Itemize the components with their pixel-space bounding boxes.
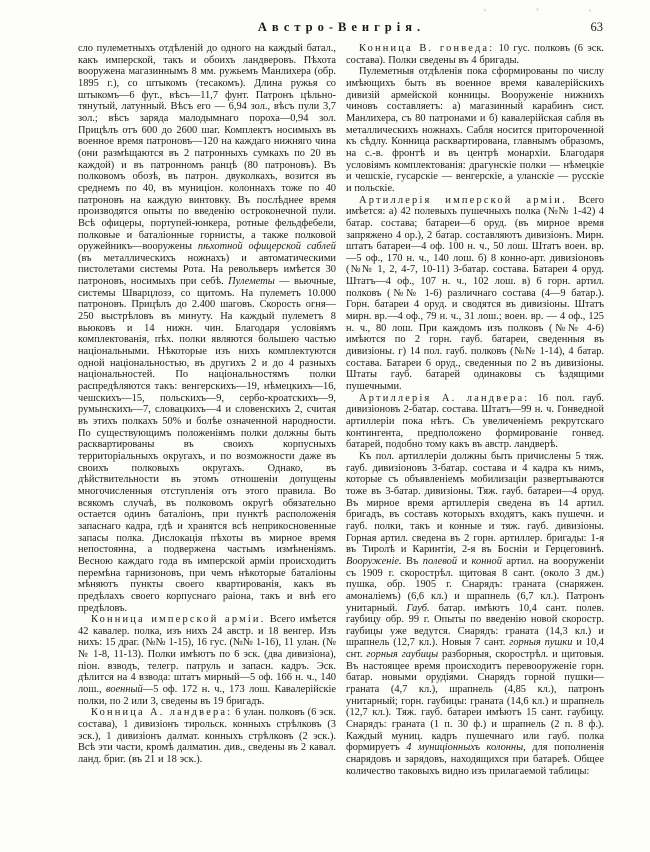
paragraph <box>346 66 604 194</box>
page-number: 63 <box>590 20 603 34</box>
body-text: Къ пол. артиллеріи должны быть причислены 5 тяж. гауб. дивизіоновъ 3-батар. состава и 4 кадра къ нимъ, которые съ объявленіемъ мобилизаціи развертываются тоже въ 3-батар. дивизіоны. Тяж. гауб. батареи—4 оруд. Въ мирное время артиллерія сведена въ 14 артил. бригадъ, въ составъ которыхъ входятъ, какъ пушечн. и гауб. полки, такъ и конные и тяж. гауб. дивизіоны. Горная артил. сведена въ 2 горн. артиллер. бригады: 1-я въ Тиролѣ и Каринтіи, 2-я въ Босніи и Герцеговинѣ. <box>346 450 604 556</box>
italic-term: полевой <box>422 555 458 567</box>
italic-term: Вооруженіе. <box>346 555 402 567</box>
paragraph <box>346 393 604 451</box>
run-in-heading: Конница В. гонведа: <box>359 43 495 54</box>
run-in-heading: Конница А. ландвера: <box>91 707 233 719</box>
body-text: и 10,4 снт. <box>346 637 604 661</box>
body-text: разборныя, скорострѣл. и щитовыя. Въ настоящее время происходитъ перевооруженіе горн. батар. новыми орудіями. Снарядъ горной пушки—граната (4,7 кл.), шрапнель (4,85 кл.), патронъ унитарный; горн. гаубицы: граната (14,6 кл.) и шрапнель (12,7 кл.). Тяж. гауб. батареи имѣютъ 15 сант. гаубицу. Снарядъ: граната (1 п. 30 ф.) и шрапнель (2 п. 8 ф.). Каждый муниц. кадръ пушечнаго или гауб. полка формируетъ <box>346 649 604 754</box>
italic-term: военный <box>106 684 143 696</box>
run-in-heading: Артиллерія имперской арміи. <box>359 194 567 206</box>
run-in-heading: Артиллерія А. ландвера: <box>359 392 530 404</box>
body-text: 16 пол. гауб. дивизіоновъ 2-батар. состава. Штатъ—99 н. ч. Гонведной артиллеріи пока нѣтъ. Съ увеличеніемъ рекрутскаго контингента, предположено формированіе гонвед. батарей, подобно тому какъ въ австр. ландверѣ. <box>346 392 604 451</box>
italic-term: 4 муниціонныхъ колонны <box>406 742 524 754</box>
body-text: батар. имѣютъ 10,4 сант. полев. гаубицу обр. 99 г. Опыты по введенію новой скоростр. гаубицы уже ведутся. Снарядъ: граната (14,3 кл.) и шрапнель (12,7 кл.). Новыя 7 сант. <box>346 602 604 649</box>
italic-term: горныя пушки <box>509 637 573 649</box>
running-header <box>78 20 605 36</box>
italic-term: пѣхотной офицерской саблей <box>197 241 336 253</box>
body-text: —5 оф. 172 н. ч., 173 лош. Кавалерійскіе полки, по 2 или 3, сведены въ 19 бригадъ. <box>78 684 336 707</box>
paragraph <box>78 43 336 614</box>
paragraph <box>78 614 336 707</box>
body-text: Пулеметныя отдѣленія пока сформированы по числу имѣющихъ быть въ военное время кавалерійскихъ дивизій армейской конницы. Вооруженіе нижнихъ чиновъ составляетъ: а) магазинный карабинъ сист. Манлихера, съ 80 патронами и б) кавалерійская сабля въ металлическихъ ножнахъ. Сабля носится притороченной къ сѣдлу. Конница расквартирована, главнымъ образомъ, на с.-в. фронтѣ и въ центрѣ монархіи. Благодаря условіямъ комплектованія: драгунскіе полки — нѣмецкіе и чешскіе, гусарскіе — венгерскіе, а уланскіе — русскіе и польскіе. <box>346 66 604 194</box>
body-text: Всего имѣется 42 кавалер. полка, изъ нихъ 24 австр. и 18 венгер. Изъ нихъ: 15 драг. (№№ 1-15), 16 гус. (№№ 1-16), 11 улан. (№№ 1-8, 11-13). Полки имѣютъ по 6 эск. (два дивизіона), піон. взводъ, телегр. патруль и запасн. кадръ. Эск. дѣлится на 4 взвода: штатъ мирный—5 оф. 166 н. ч., 140 лош., <box>78 614 336 696</box>
right-column <box>346 43 604 777</box>
article-title: Австро-Венгрія. <box>257 20 426 34</box>
body-text: Всего имѣется: а) 42 полевыхъ пушечныхъ полка (№№ 1-42) 4 батар. состава; батареи—6 оруд. (въ мирное время запряжено 4 ор.), 2 батар. составляютъ дивизіонъ. Мирн. штатъ батареи—4 оф. 100 н. ч., 50 лош. Штатъ воен. вр.—5 оф., 170 н. ч., 140 лош. б) 8 конно-арт. дивизіоновъ (№№ 1, 2, 4-7, 10-11) 3-батар. состава. Батареи 4 оруд. Штатъ—4 оф., 107 н. ч., 102 лош. в) 6 горн. артил. полковъ (№№ 1-6) различнаго состава (4—9 батар.). Горн. батареи 4 оруд. и сводятся въ дивизіоны. Штатъ мирн. вр.—4 оф., 79 н. ч., 31 лош.; воен. вр. — 4 оф., 125 н. ч., 80 лош. При каждомъ изъ полковъ (№№ 4-6) имѣются по 2 горн. гауб. батареи, сведенныя въ дивизіоны. г) 14 пол. гауб. полковъ (№№ 1-14), 4 батар. состава. Батареи 6 оруд., сведенныя по 2 въ дивизіоны. Штаты гауб. батарей одинаковы съ ѣздящими пушечными. <box>346 194 605 393</box>
body-text: Въ <box>401 555 423 567</box>
body-text: 10 гус. полковъ (6 эск. состава). Полки сведены въ 4 бригады. <box>346 43 605 66</box>
italic-term: конной <box>471 555 502 567</box>
left-column <box>78 43 336 777</box>
italic-term: Гауб. <box>406 602 430 614</box>
body-text: (въ металлическихъ ножнахъ) и автоматическими пистолетами системы Рота. На револьверъ имѣется 30 патроновъ, носимыхъ при себѣ. <box>78 252 336 288</box>
body-text: и <box>457 555 472 567</box>
italic-term: горныя гаубицы <box>366 649 439 661</box>
body-text: сло пулеметныхъ отдѣленій до одного на каждый батал., какъ имперской, такъ и обоихъ ландверовъ. Пѣхота вооружена магазиннымъ 8 мм. ружьемъ Манлихера (обр. 1895 г.), со штыкомъ (тесакомъ). Длина ружья со штыкомъ—6 фут., вѣсъ—11,7 фунт. Патронъ цѣльно-тянутый, латунный. Вѣсъ его — 6,94 зол., вѣсъ пули 3,7 зол.; вѣсъ заряда малодымнаго пороха—0,94 зол. Прицѣлъ отъ 600 до 2600 шаг. Комплектъ носимыхъ въ военное время патроновъ—120 на каждаго нижняго чина (они размѣщаются въ 2 патронныхъ сумкахъ по 20 въ каждой) и въ патронномъ ранцѣ (80 патроновъ). Въ полковомъ обозѣ, въ патрон. двуколкахъ, возится въ среднемъ по 40, въ муниціон. колоннахъ тоже по 40 патроновъ на каждую винтовку. Въ послѣднее время производятся опыты по введенію остроконечной пули. Всѣ офицеры, портупей-юнкера, ротные фельдфебели, полковые и баталіонные горнисты, а также полковой оружейникъ—вооружены <box>78 43 336 253</box>
run-in-heading: Конница имперской арміи. <box>91 614 266 626</box>
italic-term: Пулеметы <box>228 276 275 288</box>
paragraph <box>346 43 604 66</box>
paragraph <box>346 451 604 777</box>
body-text: , для пополненія снарядовъ и зарядовъ, находящихся при батареѣ. Общее количество таковыхъ видно изъ прилагаемой таблицы: <box>346 742 605 777</box>
body-text: артил. на вооруженіи съ 1909 г. скорострѣл. щитовая 8 сант. (около 3 дм.) пушка, обр. 1905 г. Снарядъ: граната (снаряжен. амоналіемъ) (6,6 кл.) и шрапнель (6,7 кл.). Патронъ унитарный. <box>346 555 605 614</box>
paragraph <box>346 195 604 393</box>
scan-dust-artifact <box>470 7 620 13</box>
body-text: 6 улан. полковъ (6 эск. состава), 1 дивизіонъ тирольск. конныхъ стрѣлковъ (3 эск.), 1 дивизіонъ далмат. конныхъ стрѣлковъ (2 эск.). Всѣ эти части, кромѣ далматин. див., сведены въ 2 кавал. ланд. бриг. (въ 21 и 18 эск.). <box>78 707 336 766</box>
body-text: — вьючные, системы Шварцлозэ, со щитомъ. На пулеметъ 10.000 патроновъ. Прицѣлъ до 2.400 шаговъ. Скорость огня—250 выстрѣловъ въ минуту. На каждый пулеметъ 8 вьюковъ и 14 нижн. чин. Благодаря условіямъ комплектованія, пѣх. полки являются большею частью національными. Нѣкоторые изъ нихъ комплектуются одной національностью, въ другихъ 2 и до 4 разныхъ національностей. По національностямъ полки распредѣляются такъ: венгерскихъ—19, нѣмецкихъ—16, чешскихъ—15, польскихъ—9, сербо-кроатскихъ—9, румынскихъ—7, словацкихъ—4 и словенскихъ 2, считая въ этихъ полкахъ 50% и болѣе означенной народности. По существующимъ положеніямъ полки должны быть расквартированы въ своихъ корпусныхъ территоріальныхъ округахъ, и по возможности даже въ своихъ полковыхъ округахъ. Однако, въ дѣйствительности въ этомъ отношеніи допущены многочисленныя отступленія отъ этого правила. Во всякомъ случаѣ, въ полковомъ округѣ обязательно остается одинъ баталіонъ, при пунктѣ расположенія запаснаго кадра, гдѣ и хранятся всѣ неприкосновенные запасы полка. Дислокація пѣхоты въ мирное время непостоянна, а подвержена частымъ измѣненіямъ. Весною каждаго года въ имперской арміи происходитъ перемѣна гарнизоновъ, при чемъ нѣкоторые баталіоны мѣняютъ пункты своего квартированія, какъ въ предѣлахъ своего корпуснаго раіона, такъ и внѣ его предѣловъ. <box>78 276 336 614</box>
paragraph <box>78 707 336 765</box>
text-columns <box>78 43 605 777</box>
